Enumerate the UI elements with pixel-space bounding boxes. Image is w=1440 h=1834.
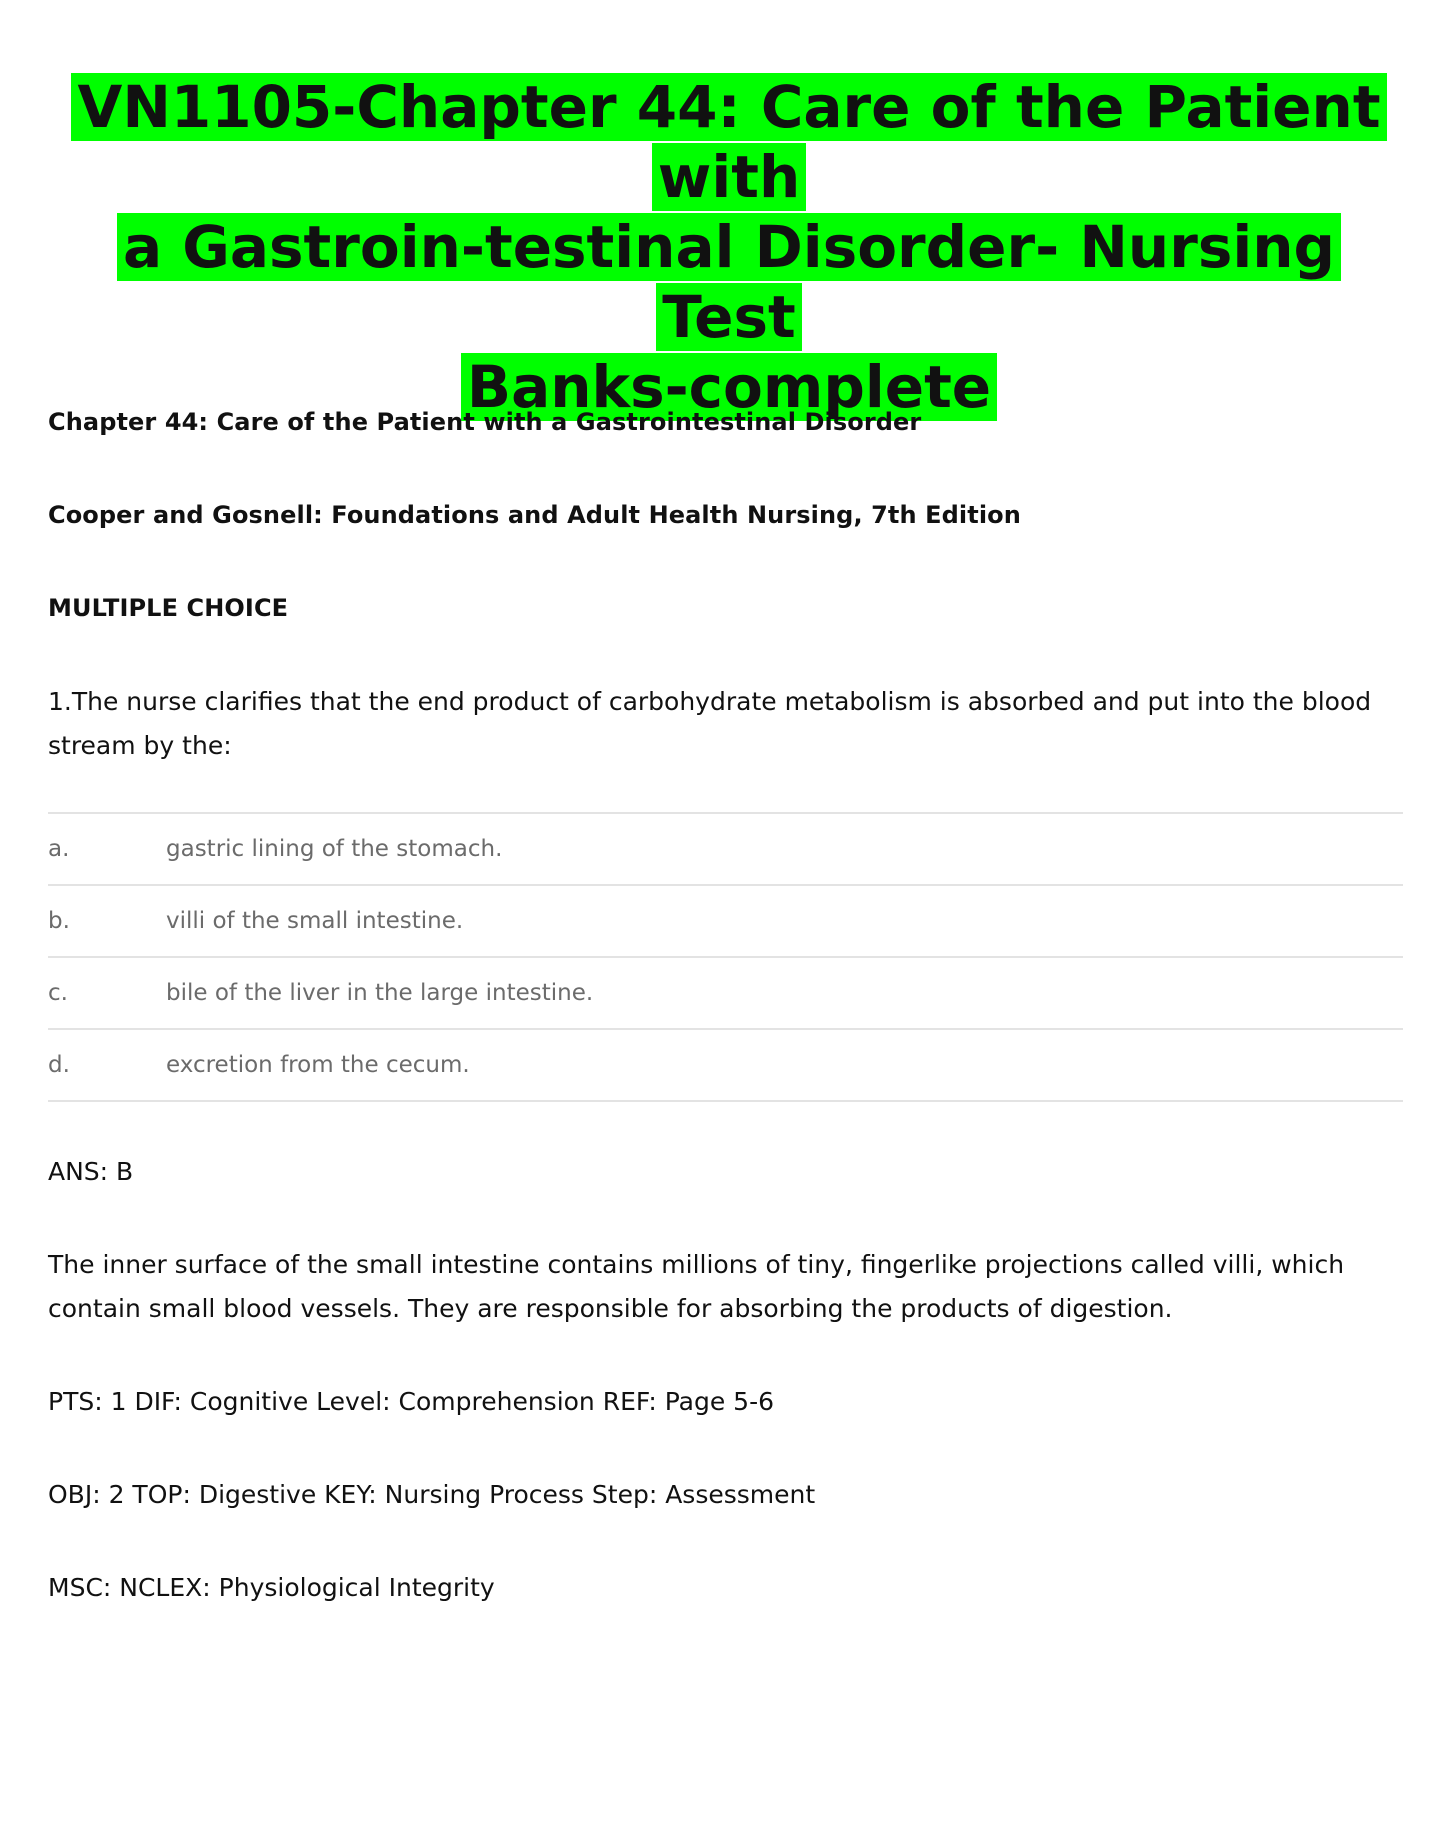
option-text: gastric lining of the stomach.: [166, 836, 503, 862]
answer-options-table: [48, 812, 1403, 1102]
chapter-heading: Chapter 44: Care of the Patient with a Gastrointestinal Disorder: [48, 408, 922, 436]
section-heading: MULTIPLE CHOICE: [48, 594, 289, 622]
document-title: [48, 72, 1410, 422]
meta-obj: OBJ: 2 TOP: Digestive KEY: Nursing Process Step: Assessment: [48, 1480, 816, 1509]
option-text: villi of the small intestine.: [166, 908, 464, 934]
option-letter: b.: [48, 908, 70, 934]
title-line-3: Banks-complete: [461, 353, 997, 421]
meta-pts: PTS: 1 DIF: Cognitive Level: Comprehension REF: Page 5-6: [48, 1387, 775, 1416]
book-heading: Cooper and Gosnell: Foundations and Adult Health Nursing, 7th Edition: [48, 501, 1021, 529]
option-row-d: [48, 1030, 1403, 1102]
option-row-b: [48, 886, 1403, 958]
option-letter: c.: [48, 980, 68, 1006]
rationale-text: The inner surface of the small intestine contains millions of tiny, fingerlike projections called villi, which contain small blood vessels. They are responsible for absorbing the products of digestion.: [48, 1250, 1345, 1323]
option-letter: a.: [48, 836, 70, 862]
question-text: 1.The nurse clarifies that the end product of carbohydrate metabolism is absorbed and put into the blood stream by the:: [48, 687, 1372, 760]
option-text: bile of the liver in the large intestine.: [166, 980, 594, 1006]
answer-key: ANS: B: [48, 1157, 134, 1186]
option-row-c: [48, 958, 1403, 1030]
option-row-a: [48, 814, 1403, 886]
title-line-1: VN1105-Chapter 44: Care of the Patient with: [71, 73, 1386, 211]
meta-msc: MSC: NCLEX: Physiological Integrity: [48, 1573, 495, 1602]
option-text: excretion from the cecum.: [166, 1052, 470, 1078]
title-line-2: a Gastroin-testinal Disorder- Nursing Test: [117, 213, 1341, 351]
option-letter: d.: [48, 1052, 70, 1078]
